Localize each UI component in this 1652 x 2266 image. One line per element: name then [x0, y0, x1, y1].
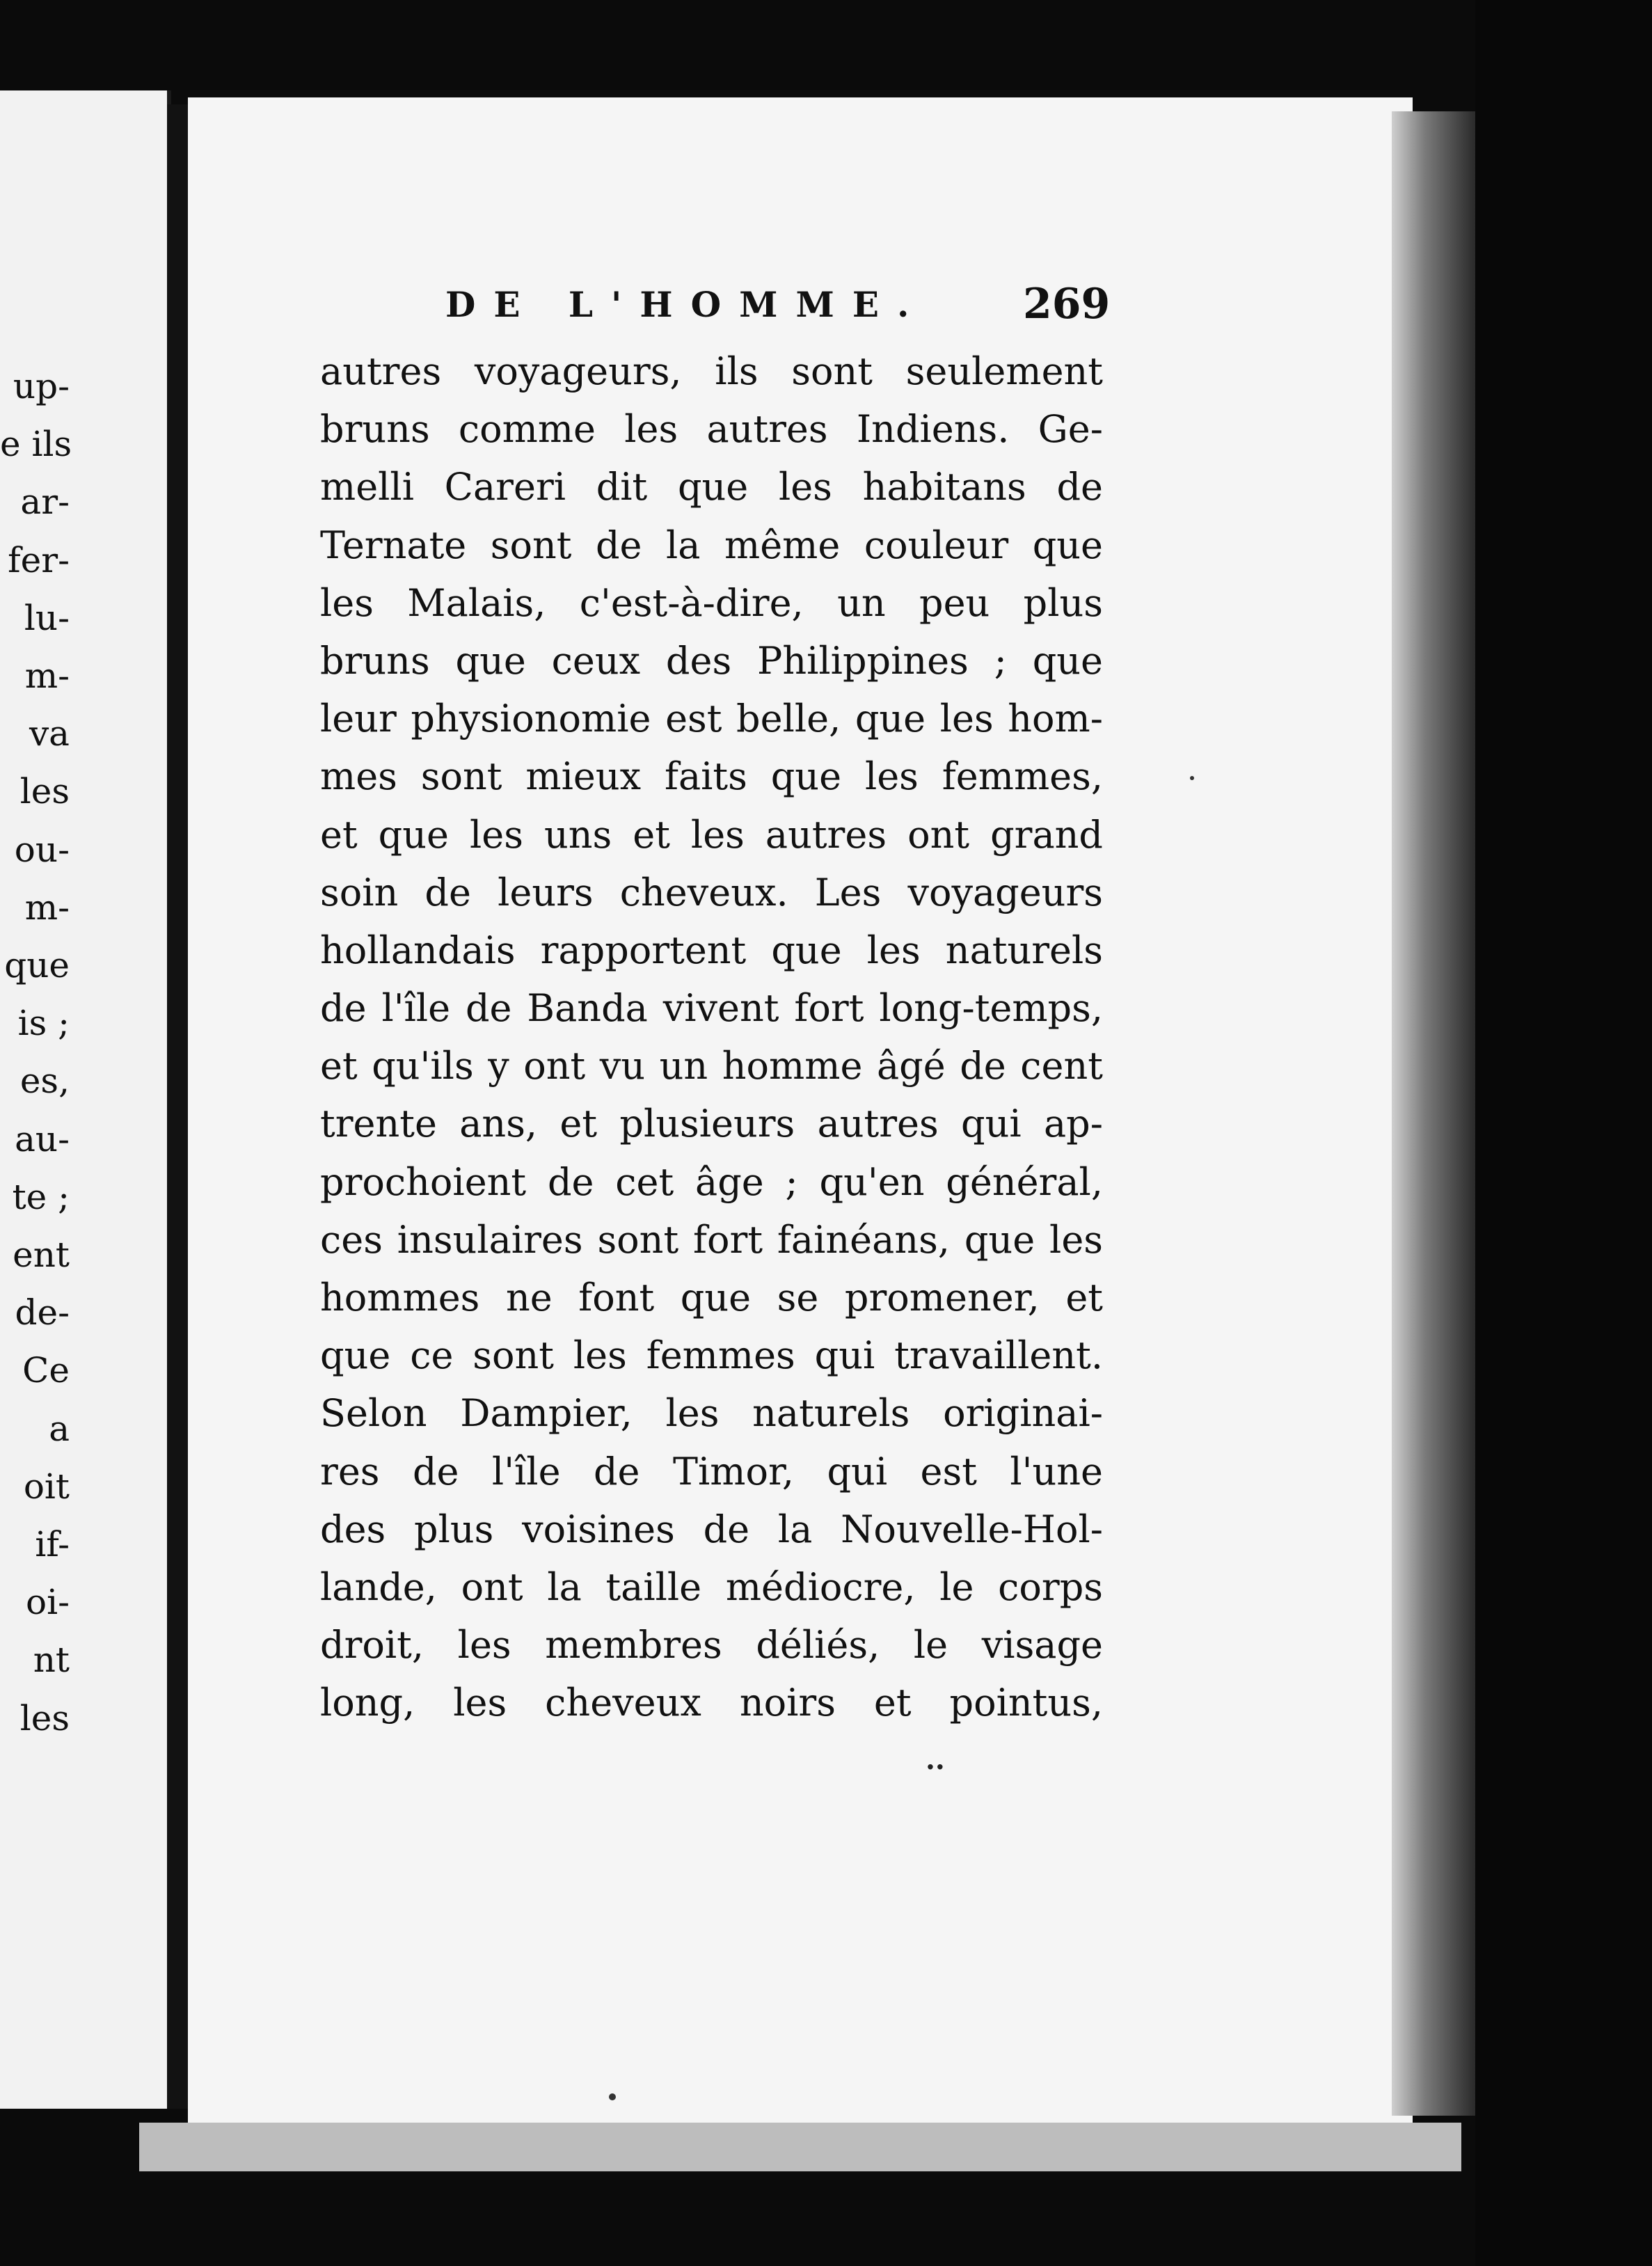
text-line: prochoient de cet âge ; qu'en général,	[320, 1159, 1103, 1204]
text-line: de l'île de Banda vivent fort long-temps,	[320, 986, 1103, 1031]
left-page-fragment: Ce	[22, 1350, 70, 1391]
text-line: soin de leurs cheveux. Les voyageurs	[320, 870, 1103, 914]
text-line: long, les cheveux noirs et pointus,	[320, 1681, 1103, 1725]
text-line: leur physionomie est belle, que les hom-	[320, 697, 1103, 741]
left-page-fragment: te ;	[12, 1176, 70, 1217]
scan-speck	[609, 2093, 616, 2100]
left-page-fragment: ar-	[20, 482, 70, 523]
left-page-fragment: up-	[13, 366, 70, 406]
text-line: des plus voisines de la Nouvelle-Hol-	[320, 1507, 1103, 1551]
page-number: 269	[1023, 280, 1111, 328]
text-line: hollandais rapportent que les naturels	[320, 928, 1103, 972]
text-line: trente ans, et plusieurs autres qui ap-	[320, 1102, 1103, 1146]
running-head: DE L'HOMME.	[445, 284, 928, 325]
left-page-fragment: au-	[15, 1118, 70, 1159]
text-line: lande, ont la taille médiocre, le corps	[320, 1564, 1103, 1609]
left-page-fragment: les	[19, 1697, 70, 1738]
text-line: Selon Dampier, les naturels originai-	[320, 1391, 1103, 1436]
text-line: res de l'île de Timor, qui est l'une	[320, 1449, 1103, 1494]
left-page-fragment: is ;	[17, 1003, 70, 1044]
text-line: Ternate sont de la même couleur que	[320, 523, 1103, 567]
left-page-fragment: ou-	[14, 829, 70, 870]
left-page-fragment: lu-	[24, 597, 70, 638]
left-page-fragment: oit	[23, 1466, 70, 1507]
left-page-fragment: ent	[13, 1235, 70, 1275]
text-line: melli Careri dit que les habitans de	[320, 465, 1103, 509]
body-text	[320, 342, 1103, 1732]
left-page-fragment: e ils	[0, 424, 72, 465]
text-line: et qu'ils y ont vu un homme âgé de cent	[320, 1044, 1103, 1088]
text-line: autres voyageurs, ils sont seulement	[320, 349, 1103, 393]
right-scan-border	[1475, 0, 1652, 2266]
book-gutter	[167, 104, 189, 2109]
left-page-fragment: es,	[19, 1061, 70, 1102]
left-page-fragment: que	[4, 945, 70, 985]
text-line: mes sont mieux faits que les femmes,	[320, 754, 1103, 799]
text-line: droit, les membres déliés, le visage	[320, 1623, 1103, 1667]
page-edge-shadow	[1392, 111, 1475, 2116]
scan-speck	[1190, 776, 1194, 780]
left-page-fragment: fer-	[8, 539, 70, 580]
left-page-fragment: m-	[24, 656, 70, 696]
text-line: que ce sont les femmes qui travaillent.	[320, 1333, 1103, 1378]
left-page-fragment: va	[29, 713, 70, 754]
catchword: ..	[926, 1743, 945, 1776]
text-line: ces insulaires sont fort fainéans, que les	[320, 1217, 1103, 1262]
left-page-fragment: nt	[33, 1640, 70, 1681]
left-page-fragment: les	[19, 771, 70, 812]
left-page-fragment: de-	[15, 1292, 70, 1333]
left-page-fragment: a	[49, 1408, 70, 1449]
text-line: les Malais, c'est-à-dire, un peu plus	[320, 580, 1103, 625]
left-page-fragment: if-	[35, 1524, 70, 1564]
left-page-fragment: m-	[24, 887, 70, 928]
text-line: et que les uns et les autres ont grand	[320, 812, 1103, 857]
page-bottom-edge	[139, 2123, 1461, 2171]
text-line: hommes ne font que se promener, et	[320, 1276, 1103, 1320]
text-line: bruns que ceux des Philippines ; que	[320, 638, 1103, 683]
text-line: bruns comme les autres Indiens. Ge-	[320, 407, 1103, 452]
previous-page-edge	[0, 90, 171, 2109]
left-page-fragment: oi-	[26, 1582, 70, 1623]
